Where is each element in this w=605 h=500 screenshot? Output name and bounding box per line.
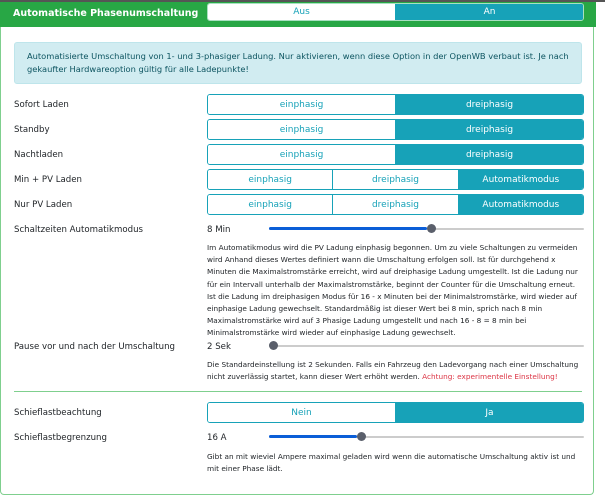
- schaltzeiten-help: Im Automatikmodus wird die PV Ladung einphasig begonnen. Um zu viele Schaltungen zu vermeiden wird Anhand dieses Wertes definiert wann die Umschaltung erfolgen soll. Ist für durchgehend x Minuten die Maximalstromstärke erreicht, wird auf dreiphasige Ladung umgestellt. Ist die Ladung nur für ein Intervall unterhalb der Maximalstromstärke, beginnt der Counter für die Umschaltung erneut. Ist die Ladung im dreiphasigen Modus für 16 - x Minuten bei der Minimalstromstärke, wird wieder auf einphasige Ladung gewechselt. Standardmäßig ist dieser Wert bei 8 min, sprich nach 8 min Maximalstromstärke wird auf 3 Phasige Ladung umgestellt und nach 16 - 8 = 8 min bei Minimalstromstärke wird wieder auf einphasige Ladung gewechselt.: [207, 243, 578, 338]
- segment-standby: [207, 119, 584, 140]
- card-title: Automatische Phasenumschaltung: [13, 8, 199, 19]
- segment-nachtladen: [207, 144, 584, 165]
- pause-help-text: Die Standardeinstellung ist 2 Sekunden. Falls ein Fahrzeug den Ladevorgang nach einer Umschaltung nicht zuverlässig startet, kann dieser Wert erhöht werden.: [207, 360, 579, 382]
- option-nein[interactable]: Nein: [208, 403, 395, 422]
- option-automatikmodus[interactable]: Automatikmodus: [458, 195, 583, 214]
- label-schaltzeiten: Schaltzeiten Automatikmodus: [14, 225, 144, 235]
- option-einphasig[interactable]: einphasig: [208, 195, 332, 214]
- option-einphasig[interactable]: einphasig: [208, 95, 395, 114]
- option-dreiphasig[interactable]: dreiphasig: [332, 195, 457, 214]
- slider-thumb[interactable]: [357, 432, 366, 441]
- segment-sofort-laden: [207, 94, 584, 115]
- schieflast-value: 16 A: [207, 433, 227, 443]
- slider-fill: [269, 435, 357, 438]
- toggle-aus[interactable]: Aus: [208, 4, 395, 20]
- schieflast-slider[interactable]: [269, 431, 584, 443]
- option-dreiphasig[interactable]: dreiphasig: [395, 120, 583, 139]
- label-schieflastbegrenzung: Schieflastbegrenzung: [14, 433, 107, 443]
- label-pause: Pause vor und nach der Umschaltung: [14, 342, 175, 352]
- option-einphasig[interactable]: einphasig: [208, 170, 332, 189]
- phase-switch-toggle: [207, 3, 584, 21]
- pause-slider[interactable]: [269, 340, 584, 352]
- slider-thumb[interactable]: [427, 224, 436, 233]
- option-ja[interactable]: Ja: [395, 403, 583, 422]
- label-nur-pv-laden: Nur PV Laden: [14, 200, 73, 210]
- pause-warning: Achtung: experimentelle Einstellung!: [422, 372, 558, 382]
- schaltzeiten-value: 8 Min: [207, 225, 231, 235]
- pause-help: [207, 359, 585, 383]
- option-einphasig[interactable]: einphasig: [208, 145, 395, 164]
- option-dreiphasig[interactable]: dreiphasig: [332, 170, 457, 189]
- slider-track: [269, 345, 584, 347]
- schieflast-help: Gibt an mit wieviel Ampere maximal geladen wird wenn die automatische Umschaltung aktiv ist und mit einer Phase lädt.: [207, 452, 576, 474]
- label-sofort-laden: Sofort Laden: [14, 100, 69, 110]
- pause-value: 2 Sek: [207, 342, 231, 352]
- schaltzeiten-slider[interactable]: [269, 223, 584, 235]
- option-einphasig[interactable]: einphasig: [208, 120, 395, 139]
- segment-nur-pv-laden: [207, 194, 584, 215]
- option-dreiphasig[interactable]: dreiphasig: [395, 145, 583, 164]
- slider-fill: [269, 227, 427, 230]
- segment-min-pv-laden: [207, 169, 584, 190]
- label-schieflastbeachtung: Schieflastbeachtung: [14, 408, 102, 418]
- info-alert: Automatisierte Umschaltung von 1- und 3-phasiger Ladung. Nur aktivieren, wenn diese Option in der OpenWB verbaut ist. Je nach gekaufter Hardwareoption gültig für alle Ladepunkte!: [14, 42, 582, 84]
- option-dreiphasig[interactable]: dreiphasig: [395, 95, 583, 114]
- card-header: [0, 0, 596, 27]
- segment-schieflastbeachtung: [207, 402, 584, 423]
- section-divider: [14, 391, 582, 392]
- window-top-edge: [0, 0, 605, 2]
- slider-thumb[interactable]: [269, 341, 278, 350]
- label-nachtladen: Nachtladen: [14, 150, 64, 160]
- toggle-an[interactable]: An: [395, 4, 583, 20]
- label-min-pv-laden: Min + PV Laden: [14, 175, 82, 185]
- label-standby: Standby: [14, 125, 50, 135]
- option-automatikmodus[interactable]: Automatikmodus: [458, 170, 583, 189]
